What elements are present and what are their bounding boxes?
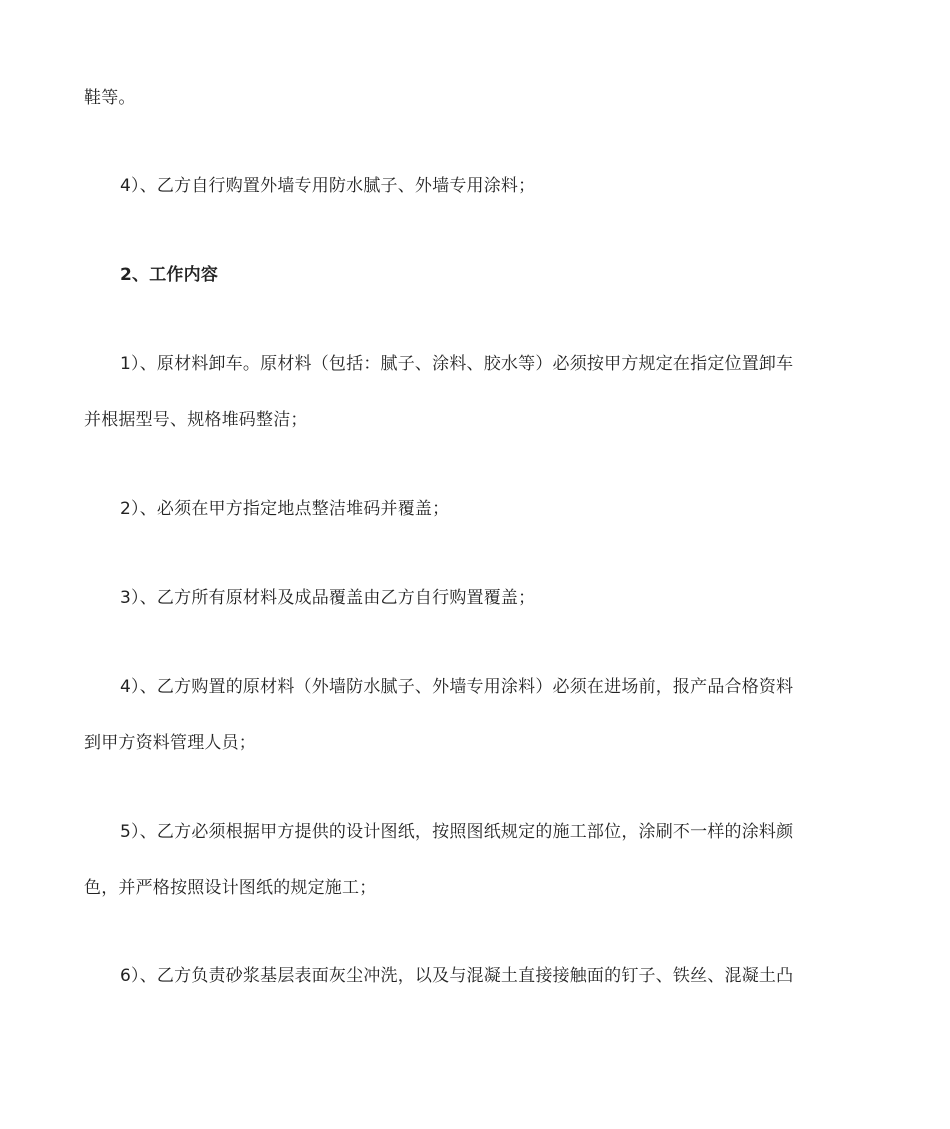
list-item-5-design-cont: 色，并严格按照设计图纸的规定施工； [84, 878, 377, 898]
list-item-3-covering: 3）、乙方所有原材料及成品覆盖由乙方自行购置覆盖； [120, 588, 536, 608]
list-item-4-qualification: 4）、乙方购置的原材料（外墙防水腻子、外墙专用涂料）必须在进场前，报产品合格资料 [120, 677, 794, 697]
list-item-1-unloading-cont: 并根据型号、规格堆码整洁； [84, 410, 308, 430]
text-line-continuation: 鞋等。 [84, 88, 136, 108]
list-item-1-unloading: 1）、原材料卸车。原材料（包括：腻子、涂料、胶水等）必须按甲方规定在指定位置卸车 [120, 354, 794, 374]
list-item-2-stacking: 2）、必须在甲方指定地点整洁堆码并覆盖； [120, 499, 450, 519]
list-item-5-design: 5）、乙方必须根据甲方提供的设计图纸，按照图纸规定的施工部位，涂刷不一样的涂料颜 [120, 822, 794, 842]
list-item-6-cleaning: 6）、乙方负责砂浆基层表面灰尘冲洗，以及与混凝土直接接触面的钉子、铁丝、混凝土凸 [120, 966, 794, 986]
list-item-4-materials: 4）、乙方自行购置外墙专用防水腻子、外墙专用涂料； [120, 176, 536, 196]
section-heading-work-content: 2、工作内容 [120, 265, 219, 285]
list-item-4-qualification-cont: 到甲方资料管理人员； [84, 733, 256, 753]
